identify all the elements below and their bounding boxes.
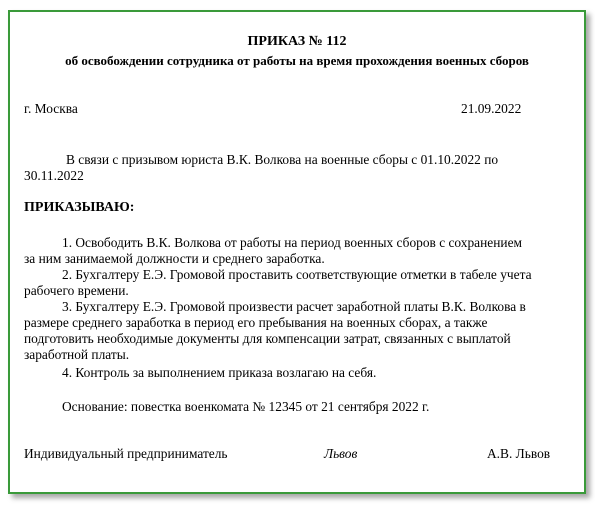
order-heading: ПРИКАЗЫВАЮ: <box>24 200 135 215</box>
document-date: 21.09.2022 <box>461 101 522 116</box>
signatory-name: А.В. Львов <box>487 446 551 461</box>
city: г. Москва <box>24 101 78 116</box>
item-4-line-1: 4. Контроль за выполнением приказа возлагаю на себя. <box>62 365 377 380</box>
document-subtitle: об освобождении сотрудника от работы на время прохождения военных сборов <box>65 53 529 68</box>
item-2-line-1: 2. Бухгалтеру Е.Э. Громовой проставить соответствующие отметки в табеле учета <box>62 267 532 282</box>
intro-line-1: В связи с призывом юриста В.К. Волкова на военные сборы с 01.10.2022 по <box>66 152 499 167</box>
document-frame <box>8 10 586 494</box>
signatory-role: Индивидуальный предприниматель <box>24 446 228 461</box>
item-1-line-1: 1. Освободить В.К. Волкова от работы на период военных сборов с сохранением <box>62 235 522 250</box>
document-title: ПРИКАЗ № 112 <box>247 34 347 49</box>
item-3-line-3: подготовить необходимые документы для компенсации затрат, связанных с выплатой <box>24 331 511 346</box>
item-3-line-2: размере среднего заработка в период его пребывания на военных сборах, а также <box>24 315 488 330</box>
signature: Львов <box>324 446 358 461</box>
item-3-line-1: 3. Бухгалтеру Е.Э. Громовой произвести расчет заработной платы В.К. Волкова в <box>62 299 526 314</box>
intro-line-2: 30.11.2022 <box>24 168 84 183</box>
item-2-line-2: рабочего времени. <box>24 283 129 298</box>
item-1-line-2: за ним занимаемой должности и среднего заработка. <box>24 251 325 266</box>
basis-line: Основание: повестка военкомата № 12345 от 21 сентября 2022 г. <box>62 399 430 414</box>
item-3-line-4: заработной платы. <box>24 347 130 362</box>
